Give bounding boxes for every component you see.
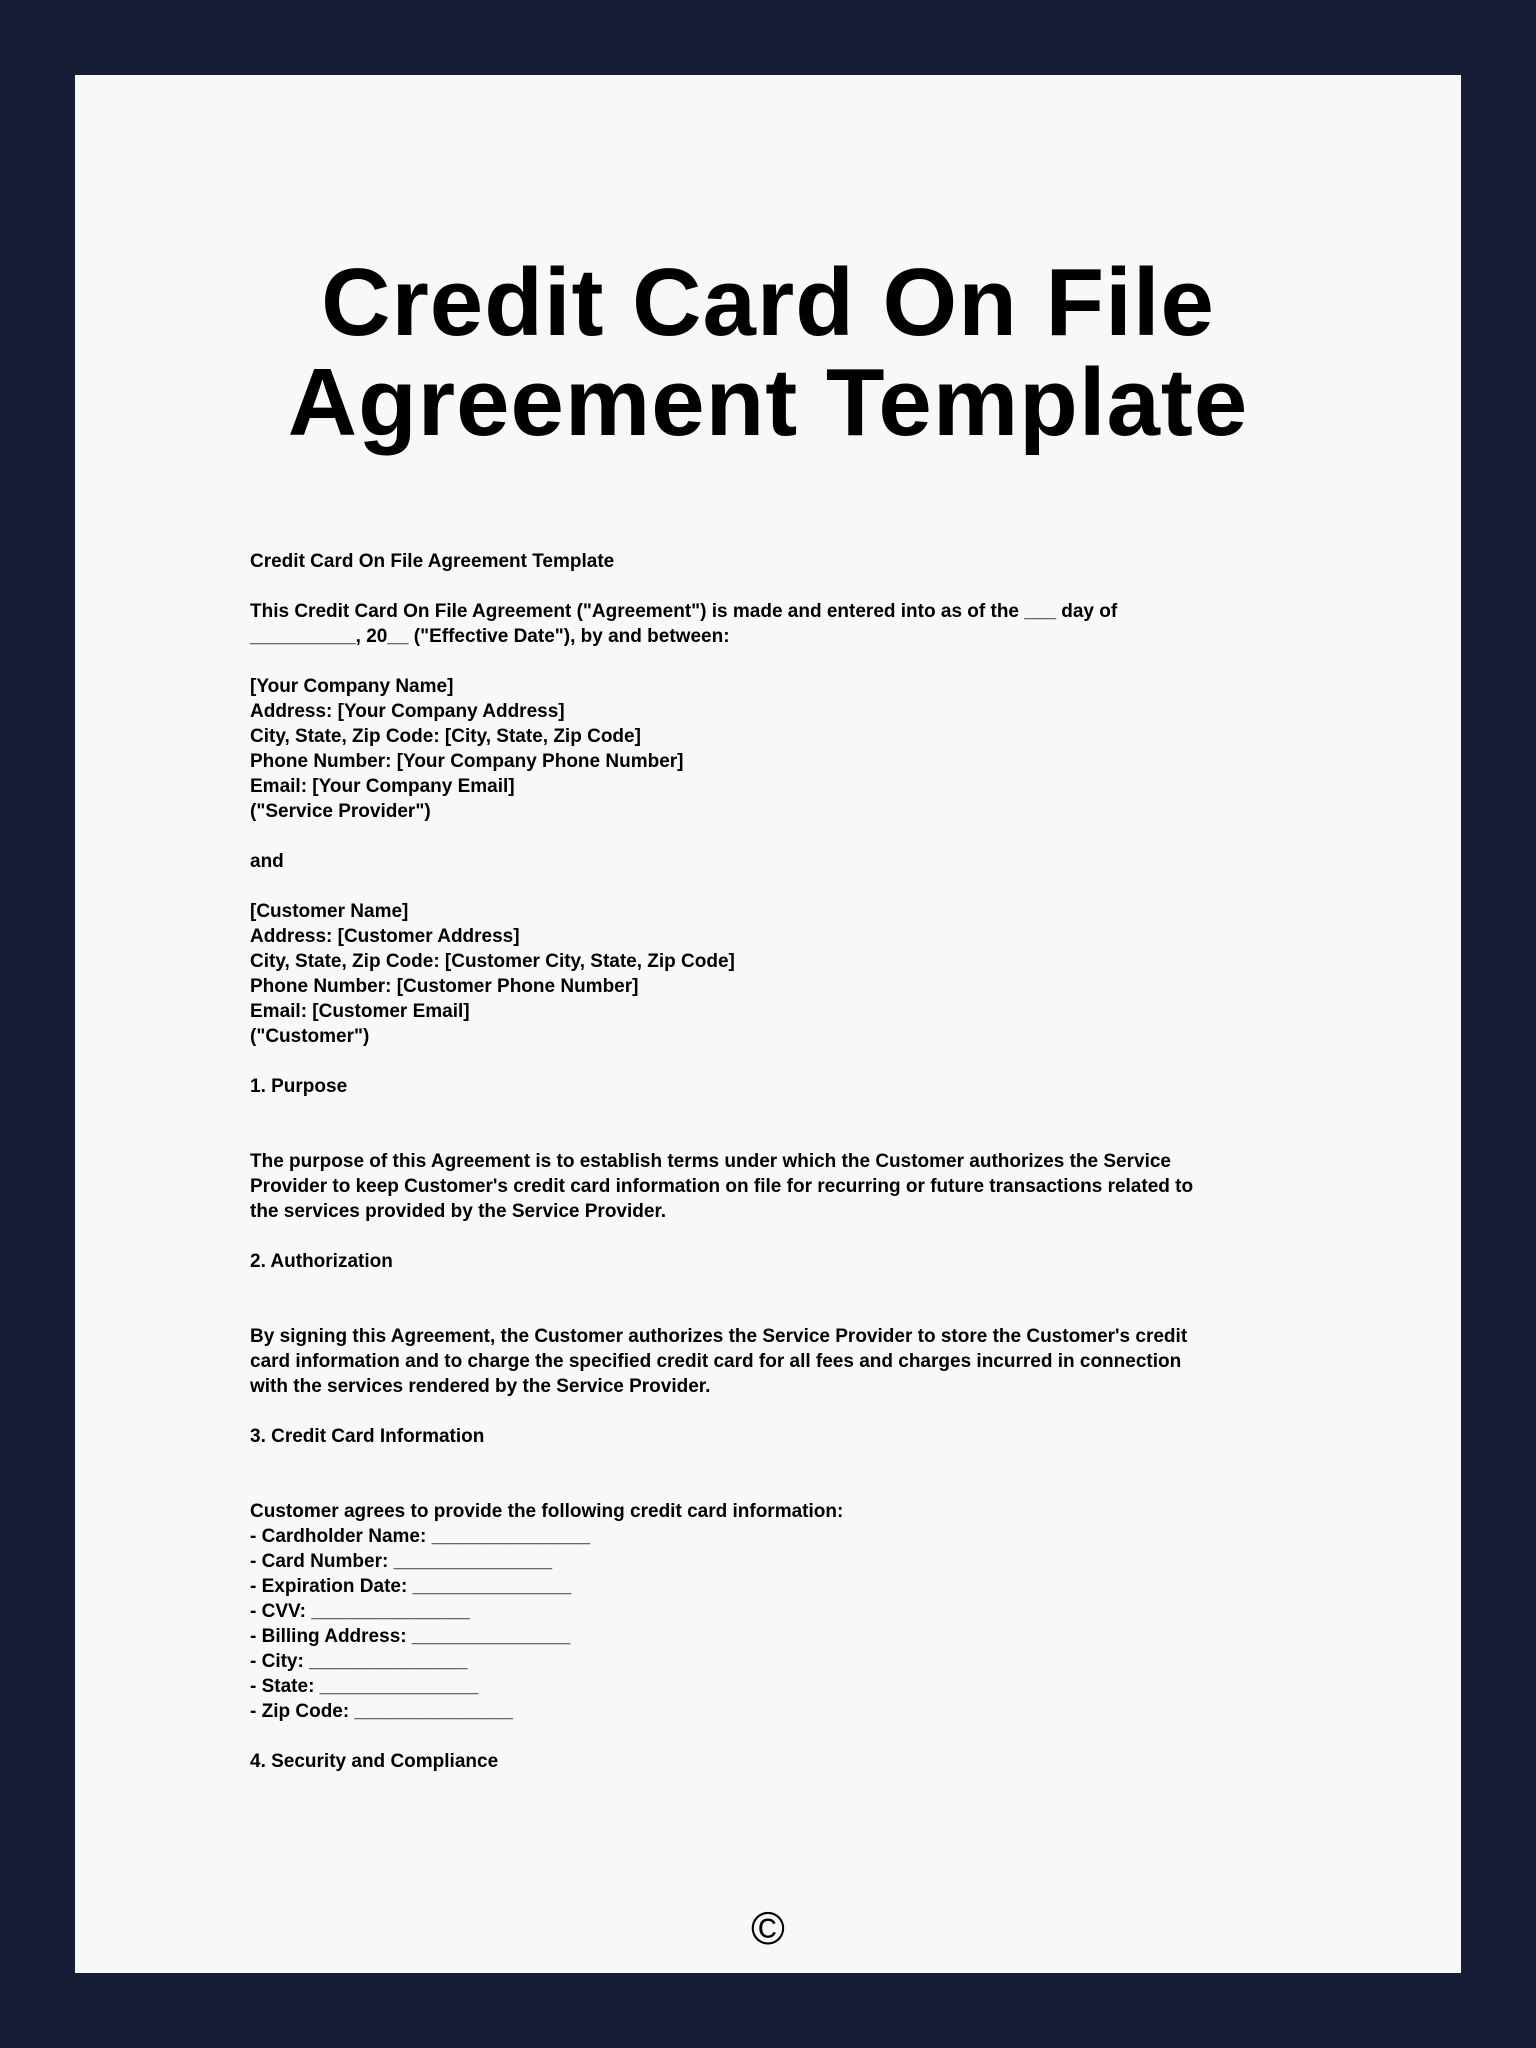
field-state: - State: _______________ bbox=[250, 1676, 479, 1697]
customer-block bbox=[250, 899, 1330, 1049]
provider-name: [Your Company Name] bbox=[250, 676, 454, 697]
copyright-icon: © bbox=[751, 1902, 785, 1954]
section-credit-card-information bbox=[250, 1424, 1330, 1724]
field-city: - City: _______________ bbox=[250, 1651, 468, 1672]
field-zip-code: - Zip Code: _______________ bbox=[250, 1701, 513, 1722]
section-text: with the services rendered by the Service Provider. bbox=[250, 1376, 711, 1397]
section-text: card information and to charge the specified credit card for all fees and charges incurred in connection bbox=[250, 1351, 1182, 1372]
provider-block bbox=[250, 674, 1330, 824]
field-billing-address: - Billing Address: _______________ bbox=[250, 1626, 571, 1647]
field-expiration-date: - Expiration Date: _______________ bbox=[250, 1576, 572, 1597]
provider-city: City, State, Zip Code: [City, State, Zip Code] bbox=[250, 726, 641, 747]
section-security-compliance bbox=[250, 1749, 1330, 1774]
section-heading: 4. Security and Compliance bbox=[250, 1751, 499, 1772]
provider-email: Email: [Your Company Email] bbox=[250, 776, 515, 797]
document-title bbox=[75, 249, 1461, 456]
customer-address: Address: [Customer Address] bbox=[250, 926, 520, 947]
field-cardholder-name: - Cardholder Name: _______________ bbox=[250, 1526, 591, 1547]
provider-role: ("Service Provider") bbox=[250, 801, 431, 822]
section-authorization bbox=[250, 1249, 1330, 1399]
section-text: the services provided by the Service Provider. bbox=[250, 1201, 667, 1222]
intro-line-1: This Credit Card On File Agreement ("Agreement") is made and entered into as of the ___ day of bbox=[250, 601, 1118, 622]
section-heading: 1. Purpose bbox=[250, 1076, 348, 1097]
document-body bbox=[250, 549, 1330, 1774]
intro-line-2: __________, 20__ ("Effective Date"), by and between: bbox=[250, 626, 730, 647]
section-text: Customer agrees to provide the following credit card information: bbox=[250, 1501, 844, 1522]
provider-phone: Phone Number: [Your Company Phone Number] bbox=[250, 751, 684, 772]
customer-name: [Customer Name] bbox=[250, 901, 409, 922]
customer-city: City, State, Zip Code: [Customer City, State, Zip Code] bbox=[250, 951, 735, 972]
field-card-number: - Card Number: _______________ bbox=[250, 1551, 553, 1572]
document-subtitle: Credit Card On File Agreement Template bbox=[250, 551, 615, 572]
section-heading: 2. Authorization bbox=[250, 1251, 393, 1272]
section-text: By signing this Agreement, the Customer authorizes the Service Provider to store the Customer's credit bbox=[250, 1326, 1188, 1347]
section-purpose bbox=[250, 1074, 1330, 1224]
customer-phone: Phone Number: [Customer Phone Number] bbox=[250, 976, 639, 997]
and-text: and bbox=[250, 851, 284, 872]
section-text: The purpose of this Agreement is to establish terms under which the Customer authorizes the Service bbox=[250, 1151, 1171, 1172]
customer-email: Email: [Customer Email] bbox=[250, 1001, 470, 1022]
customer-role: ("Customer") bbox=[250, 1026, 370, 1047]
title-line-1: Credit Card On File bbox=[321, 249, 1215, 356]
section-text: Provider to keep Customer's credit card information on file for recurring or future transactions related to bbox=[250, 1176, 1194, 1197]
section-heading: 3. Credit Card Information bbox=[250, 1426, 485, 1447]
title-line-2: Agreement Template bbox=[287, 349, 1249, 456]
document-page bbox=[75, 75, 1461, 1973]
field-cvv: - CVV: _______________ bbox=[250, 1601, 470, 1622]
provider-address: Address: [Your Company Address] bbox=[250, 701, 565, 722]
